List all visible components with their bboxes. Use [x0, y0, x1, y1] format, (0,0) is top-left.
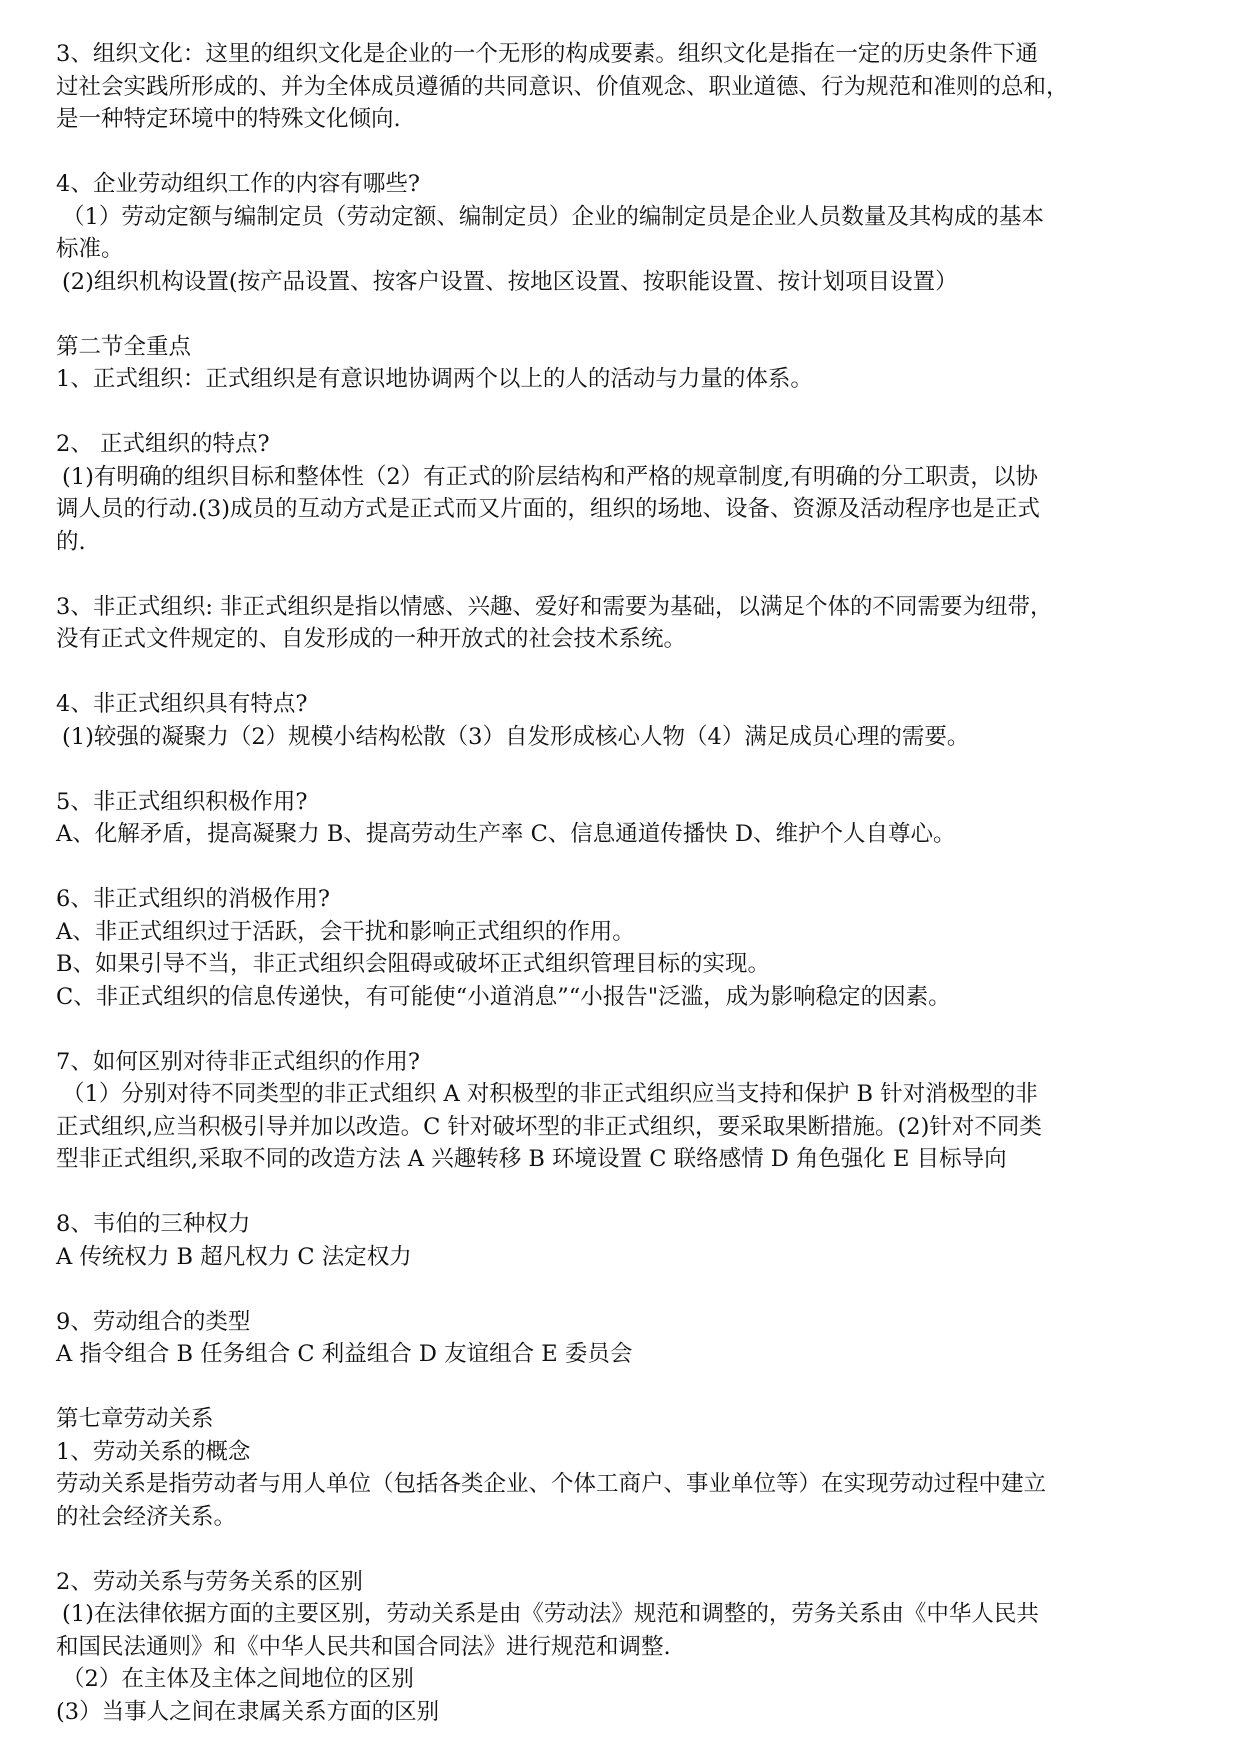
text-line: 劳动关系是指劳动者与用人单位（包括各类企业、个体工商户、事业单位等）在实现劳动过程中建立: [56, 1471, 1047, 1497]
paragraph-gap: [56, 1371, 1186, 1404]
text-line: A、化解矛盾，提高凝聚力 B、提高劳动生产率 C、信息通道传播快 D、维护个人自尊心。: [56, 821, 956, 847]
text-line: （1）劳动定额与编制定员（劳动定额、编制定员）企业的编制定员是企业人员数量及其构成的基本: [62, 203, 1044, 230]
paragraph-gap: [56, 1273, 1186, 1306]
text-line: 的.: [56, 528, 86, 555]
text-line: (2)组织机构设置(按产品设置、按客户设置、按地区设置、按职能设置、按计划项目设置）: [62, 268, 958, 295]
section-heading: 9、劳动组合的类型: [56, 1308, 251, 1335]
section-heading: 第二节全重点: [56, 333, 192, 360]
section-heading: 4、非正式组织具有特点?: [56, 691, 308, 717]
chapter-heading: 第七章劳动关系: [56, 1406, 214, 1432]
text-line: （1）分别对待不同类型的非正式组织 A 对积极型的非正式组织应当支持和保护 B 针对消极型的非: [62, 1081, 1038, 1107]
text-line: （2）在主体及主体之间地位的区别: [62, 1666, 414, 1692]
text-line: (1)有明确的组织目标和整体性（2）有正式的阶层结构和严格的规章制度,有明确的分工职责，以协: [62, 463, 1038, 490]
text-line: 3、非正式组织: 非正式组织是指以情感、兴趣、爱好和需要为基础，以满足个体的不同需要为纽带，: [56, 593, 1053, 620]
text-line: 正式组织,应当积极引导并加以改造。C 针对破坏型的非正式组织，要采取果断措施。(2)针对不同类: [56, 1113, 1042, 1140]
paragraph-gap: [56, 1533, 1186, 1566]
text-line: A、非正式组织过于活跃，会干扰和影响正式组织的作用。: [56, 918, 635, 945]
text-line: B、如果引导不当，非正式组织会阻碍或破坏正式组织管理目标的实现。: [56, 951, 771, 977]
text-line: (1)较强的凝聚力（2）规模小结构松散（3）自发形成核心人物（4）满足成员心理的需要。: [62, 723, 970, 750]
text-line: 型非正式组织,采取不同的改造方法 A 兴趣转移 B 环境设置 C 联络感情 D 角色强化 E 目标导向: [56, 1146, 1007, 1172]
section-heading: 8、韦伯的三种权力: [56, 1211, 251, 1237]
text-line: (1)在法律依据方面的主要区别，劳动关系是由《劳动法》规范和调整的，劳务关系由《中华人民共: [62, 1601, 1039, 1627]
paragraph-gap: [56, 136, 1186, 169]
paragraph-gap: [56, 298, 1186, 331]
text-line: 是一种特定环境中的特殊文化倾向.: [56, 106, 401, 132]
text-line: A 指令组合 B 任务组合 C 利益组合 D 友谊组合 E 委员会: [56, 1341, 633, 1367]
document-page: [56, 38, 1186, 1728]
text-line: 标准。: [56, 236, 124, 262]
text-line: A 传统权力 B 超凡权力 C 法定权力: [56, 1243, 412, 1270]
text-line: 的社会经济关系。: [56, 1503, 237, 1530]
section-heading: 2、 正式组织的特点?: [56, 431, 270, 457]
text-line: 调人员的行动.(3)成员的互动方式是正式而又片面的，组织的场地、设备、资源及活动程序也是正式: [56, 496, 1041, 522]
paragraph-gap: [56, 656, 1186, 689]
text-line: (3）当事人之间在隶属关系方面的区别: [56, 1698, 440, 1725]
paragraph-gap: [56, 558, 1186, 591]
section-heading: 5、非正式组织积极作用?: [56, 788, 308, 815]
text-line: 过社会实践所形成的、并为全体成员遵循的共同意识、价值观念、职业道德、行为规范和准则的总和，: [56, 73, 1069, 100]
section-heading: 2、劳动关系与劳务关系的区别: [56, 1568, 363, 1595]
paragraph-gap: [56, 396, 1186, 429]
text-line: 和国民法通则》和《中华人民共和国合同法》进行规范和调整.: [56, 1633, 671, 1660]
text-line: C、非正式组织的信息传递快，有可能使“小道消息”“小报告"泛滥，成为影响稳定的因素。: [56, 983, 951, 1010]
section-heading: 6、非正式组织的消极作用?: [56, 886, 330, 912]
paragraph-gap: [56, 1176, 1186, 1209]
text-line: 1、正式组织：正式组织是有意识地协调两个以上的人的活动与力量的体系。: [56, 366, 813, 392]
paragraph-gap: [56, 851, 1186, 884]
section-heading: 1、劳动关系的概念: [56, 1438, 251, 1465]
section-heading: 7、如何区别对待非正式组织的作用?: [56, 1048, 420, 1075]
paragraph-gap: [56, 1013, 1186, 1046]
paragraph-gap: [56, 753, 1186, 786]
text-line: 没有正式文件规定的、自发形成的一种开放式的社会技术系统。: [56, 626, 687, 652]
text-line: 3、组织文化：这里的组织文化是企业的一个无形的构成要素。组织文化是指在一定的历史条件下通: [56, 41, 1038, 67]
section-heading: 4、企业劳动组织工作的内容有哪些?: [56, 171, 420, 197]
